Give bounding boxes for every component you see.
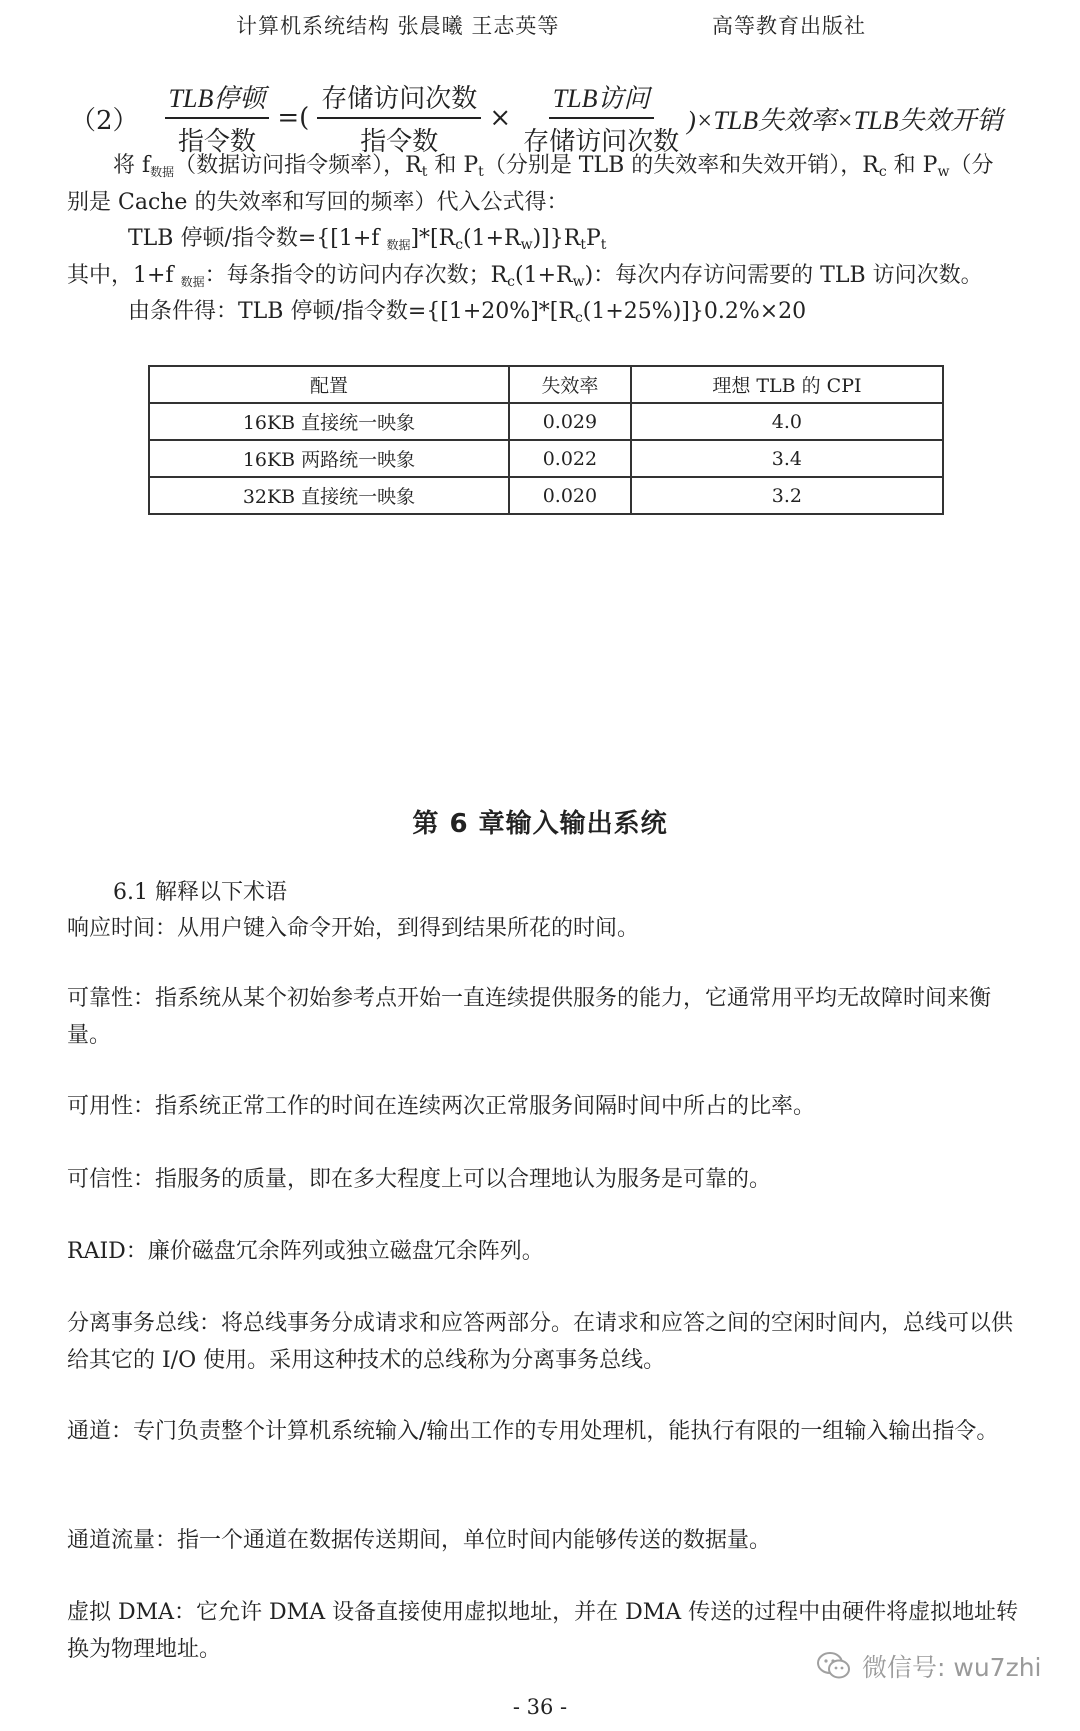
table-cell: 0.020 bbox=[509, 477, 631, 514]
config-table bbox=[148, 365, 944, 515]
table-row bbox=[149, 477, 943, 514]
table-cell: 3.4 bbox=[631, 440, 943, 477]
formula-rest: )×TLB失效率×TLB失效开销 bbox=[687, 105, 1003, 135]
tlb-formula bbox=[70, 78, 1002, 158]
header-publisher: 高等教育出版社 bbox=[712, 14, 866, 38]
formula-line-3: TLB 停顿/指令数={[1+f $_{数据}]*[R_c(1+R_w)]\}R_tP_t$ bbox=[128, 226, 607, 253]
table-cell: 4.0 bbox=[631, 403, 943, 440]
paragraph-line-2: 别是 Cache 的失效率和写回的频率）代入公式得： bbox=[67, 190, 569, 215]
wechat-icon bbox=[816, 1651, 852, 1681]
page-number: - 36 - bbox=[512, 1695, 568, 1719]
table-cell: 0.022 bbox=[509, 440, 631, 477]
fraction-2: $\frac{\text{TLB访问}}{\text{存储访问次数}}$ bbox=[519, 78, 683, 158]
term-dependability: 可信性：指服务的质量，即在多大程度上可以合理地认为服务是可靠的。 bbox=[67, 1167, 772, 1192]
term-split-transaction-bus: 分离事务总线：将总线事务分成请求和应答两部分。在请求和应答之间的空闲时间内，总线可以供给其它的 I/O 使用。采用这种技术的总线称为分离事务总线。 bbox=[67, 1311, 1014, 1373]
table-cell: 3.2 bbox=[631, 477, 943, 514]
table-cell: 0.029 bbox=[509, 403, 631, 440]
term-channel: 通道：专门负责整个计算机系统输入/输出工作的专用处理机，能执行有限的一组输入输出指令。 bbox=[67, 1419, 999, 1444]
table-cell: 16KB 直接统一映象 bbox=[149, 403, 509, 440]
term-virtual-dma: 虚拟 DMA：它允许 DMA 设备直接使用虚拟地址，并在 DMA 传送的过程中由硬件将虚拟地址转换为物理地址。 bbox=[67, 1600, 1019, 1662]
col-header-miss-rate: 失效率 bbox=[509, 366, 631, 403]
paragraph-line-4: 其中，1+f $_{数据}$：每条指令的访问内存次数；$R_c(1+R_w)$：每次内存访问需要的 TLB 访问次数。 bbox=[67, 263, 983, 290]
formula-label: （2） bbox=[70, 105, 139, 136]
paragraph-line-5: 由条件得：TLB 停顿/指令数$=\{[1+20\%]*[R_c(1+25\%)]\}0.2\%\times 20$ bbox=[128, 299, 807, 326]
table-header-row bbox=[149, 366, 943, 403]
term-response-time: 响应时间：从用户键入命令开始，到得到结果所花的时间。 bbox=[67, 916, 640, 941]
paragraph-line-1: 将 $f_{数据}$（数据访问指令频率），$R_t$ 和 $P_t$（分别是 TLB 的失效率和失效开销），$R_c$ 和 $P_w$（分 bbox=[113, 153, 994, 180]
header-book-title: 计算机系统结构 张晨曦 王志英等 bbox=[236, 14, 560, 38]
term-raid: RAID：廉价磁盘冗余阵列或独立磁盘冗余阵列。 bbox=[67, 1239, 544, 1264]
table-row bbox=[149, 440, 943, 477]
wechat-watermark bbox=[816, 1648, 1041, 1684]
fraction-lhs: $\frac{\text{TLB停顿}}{\text{指令数}}$ bbox=[165, 78, 270, 158]
fraction-1: $\frac{\text{存储访问次数}}{\text{指令数}}$ bbox=[317, 78, 481, 158]
watermark-text: 微信号: wu7zhi bbox=[862, 1653, 1042, 1682]
chapter-title: 第 6 章输入输出系统 bbox=[412, 809, 668, 839]
formula-equals: =( bbox=[277, 103, 310, 133]
section-title: 6.1 解释以下术语 bbox=[113, 880, 287, 905]
table-cell: 16KB 两路统一映象 bbox=[149, 440, 509, 477]
term-availability: 可用性：指系统正常工作的时间在连续两次正常服务间隔时间中所占的比率。 bbox=[67, 1094, 816, 1119]
term-channel-throughput: 通道流量：指一个通道在数据传送期间，单位时间内能够传送的数据量。 bbox=[67, 1528, 772, 1553]
col-header-config: 配置 bbox=[149, 366, 509, 403]
table-cell: 32KB 直接统一映象 bbox=[149, 477, 509, 514]
term-reliability: 可靠性：指系统从某个初始参考点开始一直连续提供服务的能力，它通常用平均无故障时间来衡量。 bbox=[67, 986, 992, 1048]
table-row bbox=[149, 403, 943, 440]
formula-times: × bbox=[489, 103, 512, 133]
col-header-ideal-cpi: 理想 TLB 的 CPI bbox=[631, 366, 943, 403]
